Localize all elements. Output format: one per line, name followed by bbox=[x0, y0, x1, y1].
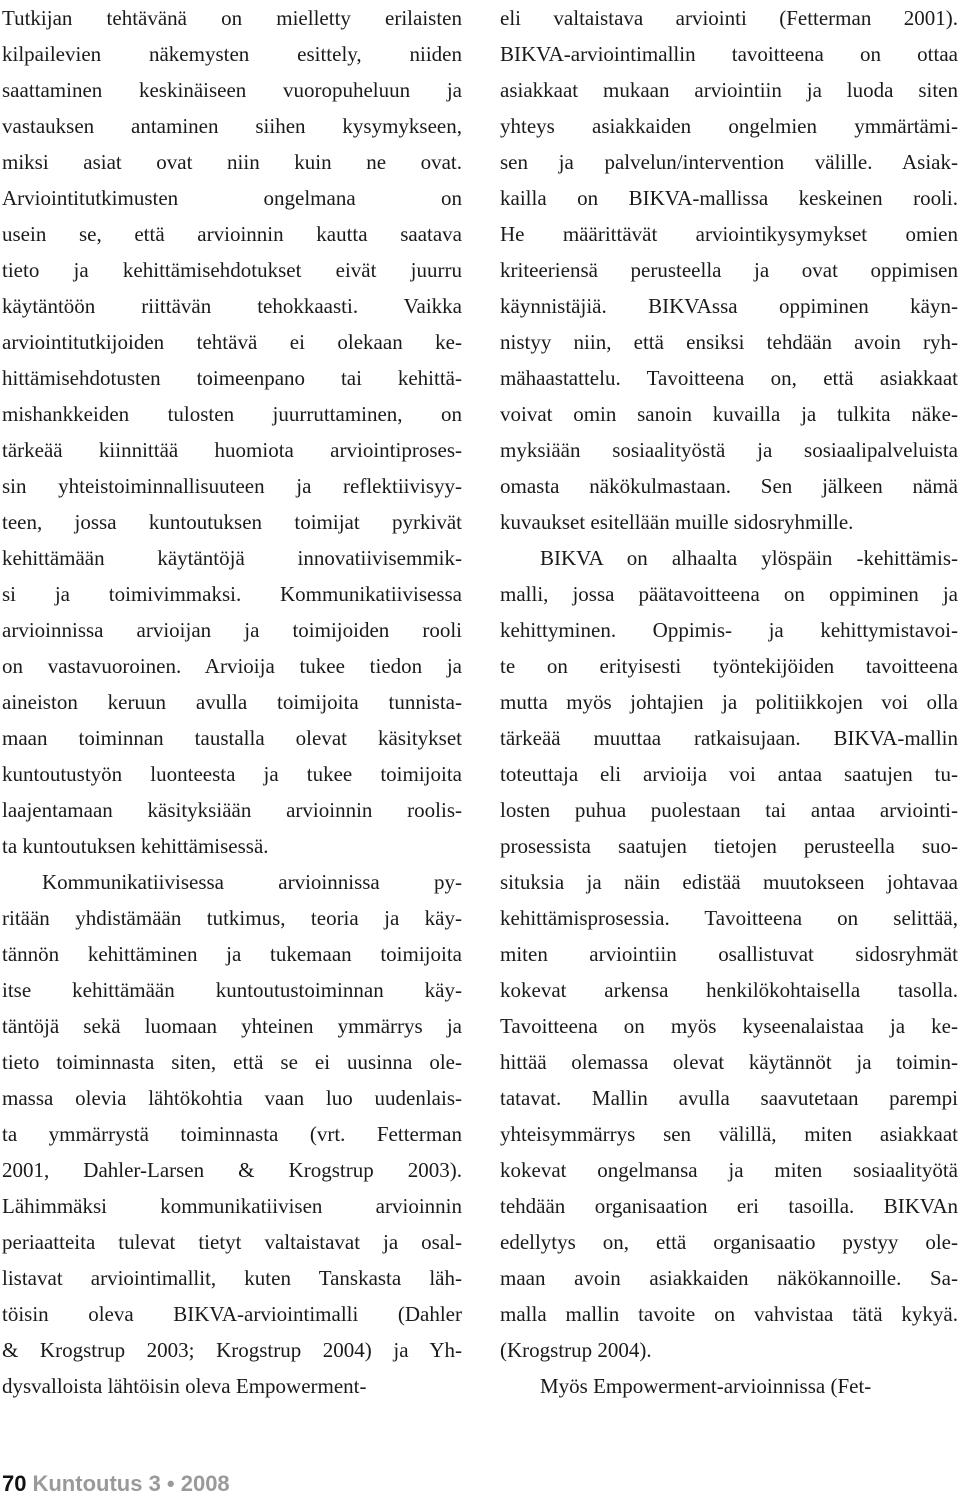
text-line: losten puhua puolestaan tai antaa arviointi- bbox=[500, 798, 958, 822]
text-line: toteuttaja eli arvioija voi antaa saatujen tu- bbox=[500, 762, 958, 786]
text-line: kehittämisprosessia. Tavoitteena on selittää, bbox=[500, 906, 958, 930]
text-line: vastauksen antaminen siihen kysymykseen, bbox=[2, 114, 462, 138]
text-line: myksiään sosiaalityöstä ja sosiaalipalveluista bbox=[500, 438, 958, 462]
text-line: töisin oleva BIKVA-arviointimalli (Dahler bbox=[2, 1302, 462, 1326]
text-line: kokevat ongelmansa ja miten sosiaalityötä bbox=[500, 1158, 958, 1182]
text-line: BIKVA-arviointimallin tavoitteena on ottaa bbox=[500, 42, 958, 66]
text-line: hittää olemassa olevat käytännöt ja toimin- bbox=[500, 1050, 958, 1074]
text-line: nistyy niin, että ensiksi tehdään avoin ryh- bbox=[500, 330, 958, 354]
text-line: malli, jossa päätavoitteena on oppiminen ja bbox=[500, 582, 958, 606]
text-line: dysvalloista lähtöisin oleva Empowerment- bbox=[2, 1374, 367, 1398]
text-line: kehittämään käytäntöjä innovatiivisemmik- bbox=[2, 546, 462, 570]
text-line: sen ja palvelun/intervention välille. Asiak- bbox=[500, 150, 958, 174]
right-column bbox=[500, 0, 958, 1404]
text-line: täntöjä sekä luomaan yhteinen ymmärrys ja bbox=[2, 1014, 462, 1038]
text-line: mishankkeiden tulosten juurruttaminen, on bbox=[2, 402, 462, 426]
text-line: laajentamaan käsityksiään arvioinnin roolis- bbox=[2, 798, 462, 822]
text-line: kuvaukset esitellään muille sidosryhmille. bbox=[500, 510, 854, 534]
text-line: maan toiminnan taustalla olevat käsitykset bbox=[2, 726, 462, 750]
paragraph bbox=[500, 0, 958, 540]
text-line: tieto ja kehittämisehdotukset eivät juurru bbox=[2, 258, 462, 282]
text-line: te on erityisesti työntekijöiden tavoitteena bbox=[500, 654, 958, 678]
page-footer bbox=[2, 1470, 230, 1498]
text-line: on vastavuoroinen. Arvioija tukee tiedon ja bbox=[2, 654, 462, 678]
text-line: Kommunikatiivisessa arvioinnissa py- bbox=[42, 870, 462, 894]
text-line: yhteys asiakkaiden ongelmien ymmärtämi- bbox=[500, 114, 958, 138]
text-line: sin yhteistoiminnallisuuteen ja reflektiivisyy- bbox=[2, 474, 462, 498]
text-line: kailla on BIKVA-mallissa keskeinen rooli. bbox=[500, 186, 958, 210]
text-line: & Krogstrup 2003; Krogstrup 2004) ja Yh- bbox=[2, 1338, 462, 1362]
text-line: kilpailevien näkemysten esittely, niiden bbox=[2, 42, 462, 66]
text-line: edellytys on, että organisaatio pystyy ole- bbox=[500, 1230, 958, 1254]
text-line: ta ymmärrystä toiminnasta (vrt. Fetterman bbox=[2, 1122, 462, 1146]
text-line: käynnistäjiä. BIKVAssa oppiminen käyn- bbox=[500, 294, 958, 318]
text-line: Tutkijan tehtävänä on mielletty erilaisten bbox=[2, 6, 462, 30]
text-line: eli valtaistava arviointi (Fetterman 2001). bbox=[500, 6, 958, 30]
text-line: kuntoutustyön luonteesta ja tukee toimijoita bbox=[2, 762, 462, 786]
text-line: mähaastattelu. Tavoitteena on, että asiakkaat bbox=[500, 366, 958, 390]
left-column bbox=[2, 0, 462, 1404]
text-line: maan avoin asiakkaiden näkökannoille. Sa- bbox=[500, 1266, 958, 1290]
text-line: kehittyminen. Oppimis- ja kehittymistavoi- bbox=[500, 618, 958, 642]
paragraph bbox=[500, 540, 958, 1368]
text-line: arvioinnissa arvioijan ja toimijoiden rooli bbox=[2, 618, 462, 642]
text-line: massa olevia lähtökohtia vaan luo uudenlais- bbox=[2, 1086, 462, 1110]
paragraph bbox=[2, 0, 462, 864]
text-line: yhteisymmärrys sen välillä, miten asiakkaat bbox=[500, 1122, 958, 1146]
paragraph bbox=[2, 864, 462, 1404]
text-line: prosessista saatujen tietojen perusteella suo- bbox=[500, 834, 958, 858]
text-line: saattaminen keskinäiseen vuoropuheluun ja bbox=[2, 78, 462, 102]
text-line: tännön kehittäminen ja tukemaan toimijoita bbox=[2, 942, 462, 966]
text-line: Tavoitteena on myös kyseenalaistaa ja ke- bbox=[500, 1014, 958, 1038]
text-line: He määrittävät arviointikysymykset omien bbox=[500, 222, 958, 246]
text-line: tatavat. Mallin avulla saavutetaan parempi bbox=[500, 1086, 958, 1110]
text-line: situksia ja näin edistää muutokseen johtavaa bbox=[500, 870, 958, 894]
text-line: periaatteita tulevat tietyt valtaistavat ja osal- bbox=[2, 1230, 462, 1254]
text-line: tehdään organisaation eri tasoilla. BIKVAn bbox=[500, 1194, 958, 1218]
text-line: miten arviointiin osallistuvat sidosryhmät bbox=[500, 942, 958, 966]
text-line: kriteeriensä perusteella ja ovat oppimisen bbox=[500, 258, 958, 282]
text-line: ta kuntoutuksen kehittämisessä. bbox=[2, 834, 269, 858]
text-line: aineiston keruun avulla toimijoita tunnista- bbox=[2, 690, 462, 714]
text-line: BIKVA on alhaalta ylöspäin -kehittämis- bbox=[540, 546, 958, 570]
text-line: voivat omin sanoin kuvailla ja tulkita näke- bbox=[500, 402, 958, 426]
text-line: tärkeää kiinnittää huomiota arviointiproses- bbox=[2, 438, 462, 462]
paragraph bbox=[500, 1368, 958, 1404]
text-line: tärkeää muuttaa ratkaisujaan. BIKVA-mallin bbox=[500, 726, 958, 750]
text-line: käytäntöön riittävän tehokkaasti. Vaikka bbox=[2, 294, 462, 318]
text-line: Myös Empowerment-arvioinnissa (Fet- bbox=[540, 1374, 872, 1398]
text-line: teen, jossa kuntoutuksen toimijat pyrkivät bbox=[2, 510, 462, 534]
text-line: (Krogstrup 2004). bbox=[500, 1338, 652, 1362]
text-line: asiakkaat mukaan arviointiin ja luoda siten bbox=[500, 78, 958, 102]
text-line: mutta myös johtajien ja politiikkojen voi olla bbox=[500, 690, 958, 714]
text-line: si ja toimivimmaksi. Kommunikatiivisessa bbox=[2, 582, 462, 606]
text-line: miksi asiat ovat niin kuin ne ovat. bbox=[2, 150, 462, 174]
text-line: malla mallin tavoite on vahvistaa tätä kykyä. bbox=[500, 1302, 958, 1326]
text-line: listavat arviointimallit, kuten Tanskasta läh- bbox=[2, 1266, 462, 1290]
text-line: Lähimmäksi kommunikatiivisen arvioinnin bbox=[2, 1194, 462, 1218]
text-line: itse kehittämään kuntoutustoiminnan käy- bbox=[2, 978, 462, 1002]
text-line: ritään yhdistämään tutkimus, teoria ja käy- bbox=[2, 906, 462, 930]
text-line: 2001, Dahler-Larsen & Krogstrup 2003). bbox=[2, 1158, 462, 1182]
text-line: arviointitutkijoiden tehtävä ei olekaan ke- bbox=[2, 330, 462, 354]
journal-issue: Kuntoutus 3 • 2008 bbox=[32, 1471, 230, 1496]
text-line: omasta näkökulmastaan. Sen jälkeen nämä bbox=[500, 474, 958, 498]
text-line: Arviointitutkimusten ongelmana on bbox=[2, 186, 462, 210]
page-number: 70 bbox=[2, 1471, 27, 1496]
text-line: tieto toiminnasta siten, että se ei uusinna ole- bbox=[2, 1050, 462, 1074]
text-line: hittämisehdotusten toimeenpano tai kehittä- bbox=[2, 366, 462, 390]
text-line: usein se, että arvioinnin kautta saatava bbox=[2, 222, 462, 246]
text-line: kokevat arkensa henkilökohtaisella tasolla. bbox=[500, 978, 958, 1002]
